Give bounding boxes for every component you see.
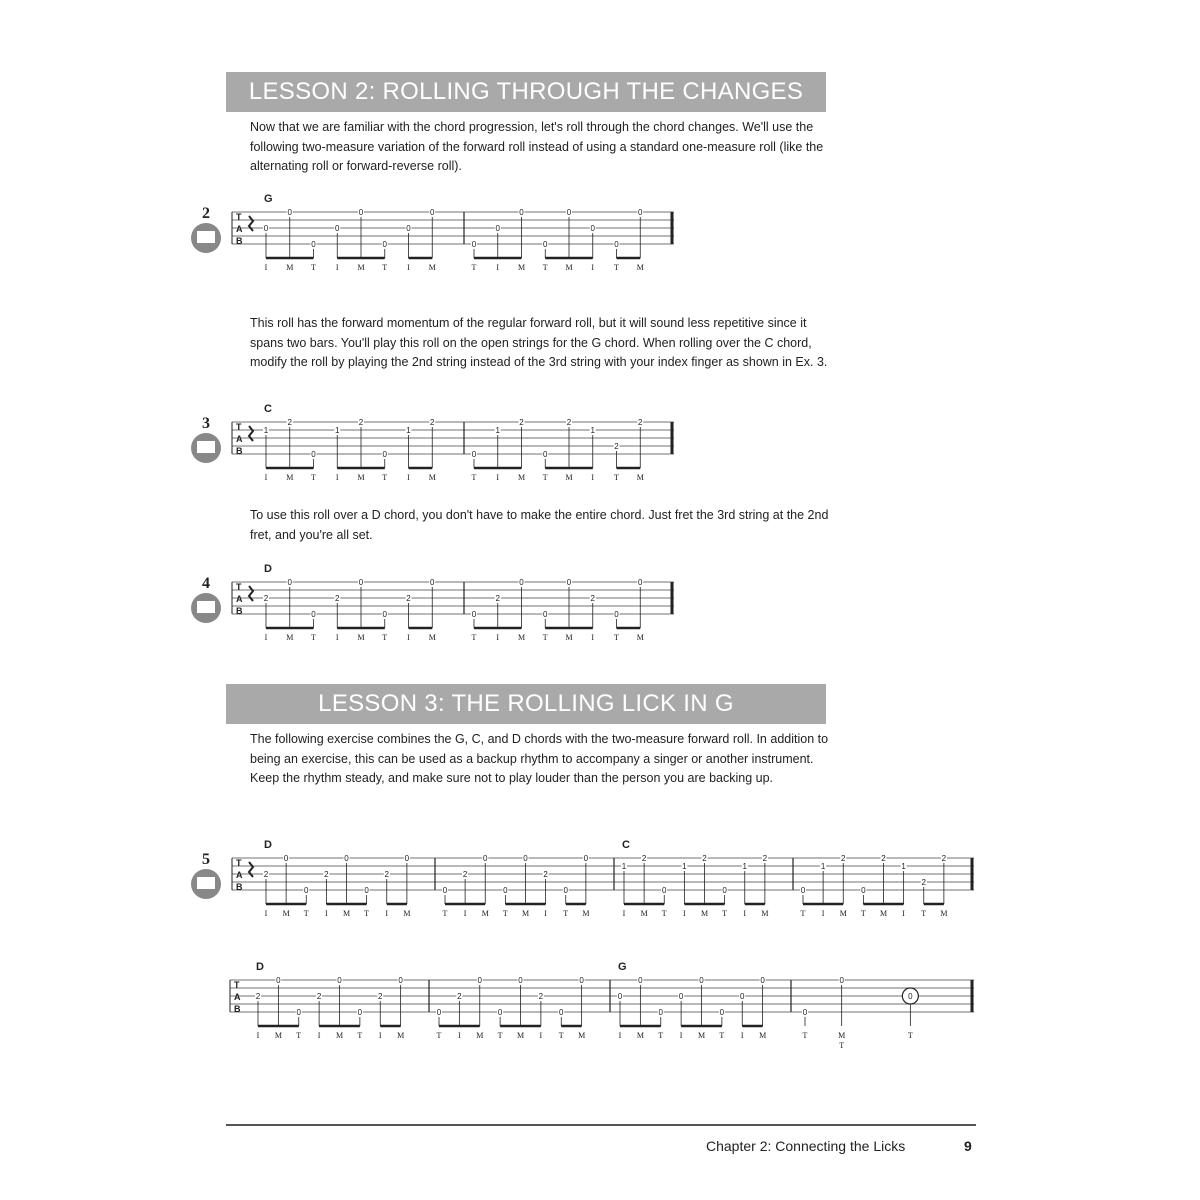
tab-clef-b: B <box>236 882 243 892</box>
tab-note: 0 <box>802 1008 808 1017</box>
tab-note: 2 <box>881 854 886 863</box>
tab-note: 0 <box>559 1008 564 1017</box>
finger-label: M <box>335 1031 344 1040</box>
tab-clef-t: T <box>234 980 240 990</box>
finger-label: M <box>476 1031 484 1040</box>
tab-note: 0 <box>760 976 765 985</box>
finger-label: M <box>636 633 644 642</box>
finger-label: I <box>821 909 825 918</box>
time-signature <box>249 586 253 601</box>
tab-note: 0 <box>908 992 913 1001</box>
finger-label: M <box>517 473 526 482</box>
tab-note: 2 <box>316 992 322 1001</box>
finger-label: T <box>311 263 316 272</box>
chord-symbol: D <box>264 563 272 575</box>
tab-note: 0 <box>311 240 316 249</box>
tab-clef-b: B <box>236 606 243 616</box>
tab-note: 0 <box>311 610 316 619</box>
finger-label: T <box>614 473 619 482</box>
tab-clef-b: B <box>236 236 243 246</box>
finger-label: T <box>311 473 316 482</box>
finger-label: I <box>264 633 268 642</box>
finger-label: M <box>428 473 436 482</box>
finger-label: T <box>614 633 619 642</box>
example-number: 3 <box>202 415 210 432</box>
tab-note: 0 <box>590 224 595 233</box>
tab-note: 0 <box>287 208 292 217</box>
tab-note: 0 <box>337 976 342 985</box>
tab-example-2 <box>186 190 676 305</box>
tab-note: 1 <box>590 426 595 435</box>
finger-label: I <box>496 473 500 482</box>
tab-note: 0 <box>430 208 435 217</box>
finger-label: I <box>385 909 389 918</box>
lesson-2-title: LESSON 2: ROLLING THROUGH THE CHANGES <box>226 72 826 112</box>
tab-note: 0 <box>719 1008 725 1017</box>
tab-example-4 <box>186 560 676 675</box>
finger-label: M <box>636 263 644 272</box>
finger-label: T <box>839 1041 845 1050</box>
tab-note: 2 <box>543 870 548 879</box>
tab-note: 0 <box>283 854 289 863</box>
finger-label: I <box>591 263 595 272</box>
lesson-2-text-3: To use this roll over a D chord, you don't have to make the entire chord. Just fret the 3rd string at the 2nd fret, and you're all set. <box>250 508 829 542</box>
finger-label: M <box>582 909 590 918</box>
finger-label: M <box>403 909 411 918</box>
tab-note: 2 <box>566 418 572 427</box>
tab-note: 2 <box>335 594 340 603</box>
chord-symbol: C <box>264 403 272 415</box>
tab-note: 0 <box>519 578 524 587</box>
finger-label: T <box>542 473 548 482</box>
finger-label: M <box>286 633 294 642</box>
tab-note: 0 <box>614 240 619 249</box>
tab-note: 0 <box>382 240 387 249</box>
tab-note: 0 <box>382 610 387 619</box>
tab-note: 0 <box>638 208 643 217</box>
finger-label: M <box>761 909 769 918</box>
finger-label: T <box>471 473 477 482</box>
tab-note: 2 <box>324 870 329 879</box>
tab-clef-t: T <box>236 858 242 868</box>
example-number: 2 <box>202 205 210 222</box>
tab-note: 0 <box>614 610 619 619</box>
tab-note: 0 <box>617 992 623 1001</box>
finger-label: I <box>496 633 500 642</box>
finger-label: M <box>282 909 290 918</box>
finger-label: T <box>303 909 309 918</box>
example-number: 5 <box>202 851 210 868</box>
finger-label: M <box>357 633 365 642</box>
tab-note: 2 <box>406 594 411 603</box>
tab-note: 0 <box>861 886 866 895</box>
finger-label: M <box>636 473 644 482</box>
tab-clef-a: A <box>236 870 243 880</box>
finger-label: T <box>661 909 667 918</box>
finger-label: M <box>357 473 365 482</box>
finger-label: I <box>335 473 339 482</box>
chord-symbol: C <box>622 839 630 851</box>
tab-note: 0 <box>357 1008 363 1017</box>
finger-label: M <box>517 633 526 642</box>
finger-label: M <box>428 263 436 272</box>
finger-label: T <box>442 909 448 918</box>
finger-label: T <box>497 1031 503 1040</box>
finger-label: M <box>839 909 847 918</box>
tab-note: 2 <box>590 594 595 603</box>
tab-note: 0 <box>335 224 340 233</box>
tab-note: 2 <box>430 418 435 427</box>
tab-note: 0 <box>839 976 844 985</box>
finger-label: M <box>697 1031 706 1040</box>
tab-clef-t: T <box>236 582 242 592</box>
tab-note: 0 <box>800 886 806 895</box>
finger-label: I <box>591 633 595 642</box>
tab-note: 0 <box>442 886 448 895</box>
time-signature <box>249 216 253 231</box>
tab-note: 0 <box>477 976 482 985</box>
page-number: 9 <box>964 1138 972 1154</box>
finger-label: T <box>296 1031 302 1040</box>
tab-note: 2 <box>495 594 500 603</box>
tab-note: 2 <box>462 870 468 879</box>
finger-label: T <box>802 1031 808 1040</box>
finger-label: M <box>517 263 526 272</box>
tab-note: 2 <box>921 878 926 887</box>
tab-note: 0 <box>699 976 704 985</box>
tab-note: 2 <box>614 442 619 451</box>
chord-symbol: D <box>256 961 264 973</box>
tab-note: 2 <box>762 854 768 863</box>
tab-clef-a: A <box>236 434 243 444</box>
tab-note: 0 <box>579 976 584 985</box>
tab-note: 0 <box>503 886 508 895</box>
finger-label: T <box>357 1031 363 1040</box>
finger-label: T <box>502 909 508 918</box>
finger-label: T <box>921 909 927 918</box>
tab-note: 2 <box>358 418 364 427</box>
lesson-2-text-2: This roll has the forward momentum of the regular forward roll, but it will sound less repetitive since it spans two bars. You'll play this roll on the open strings for the G chord. When rolling over the C chord, modify the roll by playing the 2nd string instead of the 3rd string with your index finger as shown in Ex. 3. <box>250 316 828 369</box>
finger-label: T <box>719 1031 725 1040</box>
finger-label: I <box>378 1031 382 1040</box>
tab-note: 2 <box>538 992 544 1001</box>
finger-label: I <box>622 909 626 918</box>
tab-note: 0 <box>404 854 410 863</box>
tab-note: 1 <box>742 862 747 871</box>
finger-label: M <box>940 909 948 918</box>
tab-note: 0 <box>406 224 411 233</box>
finger-label: M <box>565 263 573 272</box>
tab-note: 2 <box>263 594 269 603</box>
finger-label: T <box>658 1031 664 1040</box>
tab-clef-t: T <box>236 422 242 432</box>
finger-label: I <box>463 909 467 918</box>
tab-clef-a: A <box>236 594 243 604</box>
finger-label: I <box>407 633 410 642</box>
tab-note: 2 <box>941 854 947 863</box>
tab-note: 2 <box>255 992 261 1001</box>
finger-label: T <box>722 909 728 918</box>
tab-note: 2 <box>457 992 462 1001</box>
tab-note: 0 <box>430 578 435 587</box>
tab-note: 0 <box>662 886 667 895</box>
finger-label: M <box>357 263 365 272</box>
tab-note: 0 <box>471 450 477 459</box>
time-signature <box>249 426 253 441</box>
finger-label: T <box>563 909 569 918</box>
finger-label: M <box>516 1031 525 1040</box>
tab-note: 0 <box>398 976 403 985</box>
finger-label: T <box>436 1031 442 1040</box>
tab-note: 0 <box>495 224 500 233</box>
finger-label: T <box>471 263 477 272</box>
finger-label: M <box>428 633 436 642</box>
tab-note: 2 <box>841 854 846 863</box>
tab-note: 0 <box>358 578 364 587</box>
finger-label: T <box>614 263 619 272</box>
finger-label: M <box>640 909 648 918</box>
finger-label: T <box>542 263 548 272</box>
tab-note: 1 <box>901 862 906 871</box>
finger-label: T <box>382 473 388 482</box>
finger-label: I <box>335 633 339 642</box>
tab-note: 2 <box>519 418 524 427</box>
tab-note: 2 <box>638 418 643 427</box>
tab-clef-a: A <box>234 992 241 1002</box>
finger-label: M <box>700 909 709 918</box>
finger-label: M <box>481 909 489 918</box>
chord-symbol: D <box>264 839 272 851</box>
finger-label: M <box>636 1031 644 1040</box>
finger-label: I <box>317 1031 321 1040</box>
chord-symbol: G <box>264 193 273 205</box>
tab-note: 0 <box>523 854 528 863</box>
tab-note: 2 <box>263 870 269 879</box>
finger-label: I <box>264 909 268 918</box>
example-number: 4 <box>202 575 210 592</box>
finger-label: T <box>800 909 806 918</box>
lesson-2-intro: Now that we are familiar with the chord progression, let's roll through the chord changes. We'll use the following two-measure variation of the forward roll instead of using a standard one-measure roll (like the alternating roll or forward-reverse roll). <box>250 120 824 173</box>
finger-label: T <box>382 633 388 642</box>
finger-label: M <box>759 1031 767 1040</box>
finger-label: M <box>342 909 351 918</box>
lesson-3-intro: The following exercise combines the G, C, and D chords with the two-measure forward roll. In addition to being an exercise, this can be used as a backup rhythm to accompany a singer or another instrument. Keep the rhythm steady, and make sure not to play louder than the person you are backing up. <box>250 732 829 785</box>
tab-note: 0 <box>566 208 572 217</box>
tab-clef-a: A <box>236 224 243 234</box>
tab-note: 0 <box>364 886 369 895</box>
finger-label: M <box>397 1031 405 1040</box>
finger-label: I <box>264 473 268 482</box>
footer-divider <box>226 1124 976 1126</box>
tab-clef-t: T <box>236 212 242 222</box>
finger-label: I <box>496 263 500 272</box>
finger-label: I <box>740 1031 744 1040</box>
tab-note: 0 <box>497 1008 503 1017</box>
finger-label: I <box>264 263 268 272</box>
tab-note: 0 <box>638 976 643 985</box>
tab-note: 0 <box>543 240 548 249</box>
finger-label: M <box>879 909 888 918</box>
time-signature <box>249 862 253 877</box>
tab-note: 0 <box>678 992 684 1001</box>
finger-label: I <box>539 1031 543 1040</box>
tab-note: 0 <box>471 610 477 619</box>
tab-clef-b: B <box>234 1004 241 1014</box>
tab-note: 0 <box>583 854 589 863</box>
tab-note: 1 <box>263 426 269 435</box>
tab-note: 2 <box>702 854 707 863</box>
tab-note: 0 <box>344 854 349 863</box>
tab-note: 1 <box>406 426 411 435</box>
finger-label: I <box>902 909 905 918</box>
tab-note: 1 <box>495 426 500 435</box>
tab-note: 0 <box>563 886 568 895</box>
tab-note: 0 <box>543 450 548 459</box>
tab-note: 1 <box>820 862 826 871</box>
finger-label: I <box>325 909 328 918</box>
tab-note: 1 <box>621 862 627 871</box>
finger-label: T <box>558 1031 564 1040</box>
finger-label: I <box>256 1031 260 1040</box>
chord-symbol: G <box>618 961 627 973</box>
finger-label: I <box>407 473 410 482</box>
tab-note: 0 <box>740 992 745 1001</box>
tab-clef-b: B <box>236 446 243 456</box>
finger-label: T <box>542 633 548 642</box>
tab-example-3 <box>186 400 676 515</box>
tab-note: 0 <box>658 1008 663 1017</box>
tab-note: 2 <box>641 854 647 863</box>
tab-note: 0 <box>722 886 727 895</box>
finger-label: I <box>683 909 686 918</box>
tab-note: 0 <box>263 224 269 233</box>
finger-label: I <box>743 909 747 918</box>
finger-label: I <box>458 1031 461 1040</box>
tab-note: 0 <box>483 854 488 863</box>
finger-label: T <box>860 909 866 918</box>
tab-note: 1 <box>335 426 340 435</box>
finger-label: I <box>335 263 339 272</box>
finger-label: M <box>565 473 573 482</box>
finger-label: T <box>311 633 316 642</box>
tab-note: 2 <box>384 870 389 879</box>
tab-note: 0 <box>276 976 281 985</box>
finger-label: M <box>286 263 294 272</box>
finger-label: T <box>364 909 370 918</box>
finger-label: M <box>274 1031 282 1040</box>
tab-note: 0 <box>287 578 292 587</box>
tab-note: 0 <box>638 578 643 587</box>
footer-chapter-title: Chapter 2: Connecting the Licks <box>706 1138 906 1154</box>
tab-example-5-continued <box>226 958 976 1073</box>
tab-note: 0 <box>358 208 364 217</box>
finger-label: I <box>407 263 410 272</box>
finger-label: M <box>578 1031 586 1040</box>
finger-label: M <box>286 473 294 482</box>
finger-label: M <box>565 633 573 642</box>
finger-label: M <box>838 1031 846 1040</box>
tab-note: 0 <box>543 610 548 619</box>
tab-note: 0 <box>471 240 477 249</box>
finger-label: I <box>591 473 595 482</box>
tab-note: 0 <box>311 450 316 459</box>
tab-note: 0 <box>304 886 309 895</box>
tab-note: 0 <box>566 578 572 587</box>
finger-label: T <box>382 263 388 272</box>
tab-note: 1 <box>682 862 687 871</box>
tab-note: 0 <box>296 1008 301 1017</box>
finger-label: T <box>907 1031 913 1040</box>
tab-note: 0 <box>436 1008 442 1017</box>
tab-note: 0 <box>519 208 524 217</box>
finger-label: I <box>544 909 547 918</box>
tab-note: 2 <box>287 418 292 427</box>
tab-example-5 <box>186 836 976 951</box>
finger-label: T <box>471 633 477 642</box>
finger-label: I <box>679 1031 683 1040</box>
lesson-3-title: LESSON 3: THE ROLLING LICK IN G <box>226 684 826 724</box>
tab-note: 2 <box>378 992 383 1001</box>
tab-note: 0 <box>518 976 523 985</box>
finger-label: I <box>618 1031 622 1040</box>
finger-label: M <box>521 909 530 918</box>
tab-note: 0 <box>382 450 387 459</box>
